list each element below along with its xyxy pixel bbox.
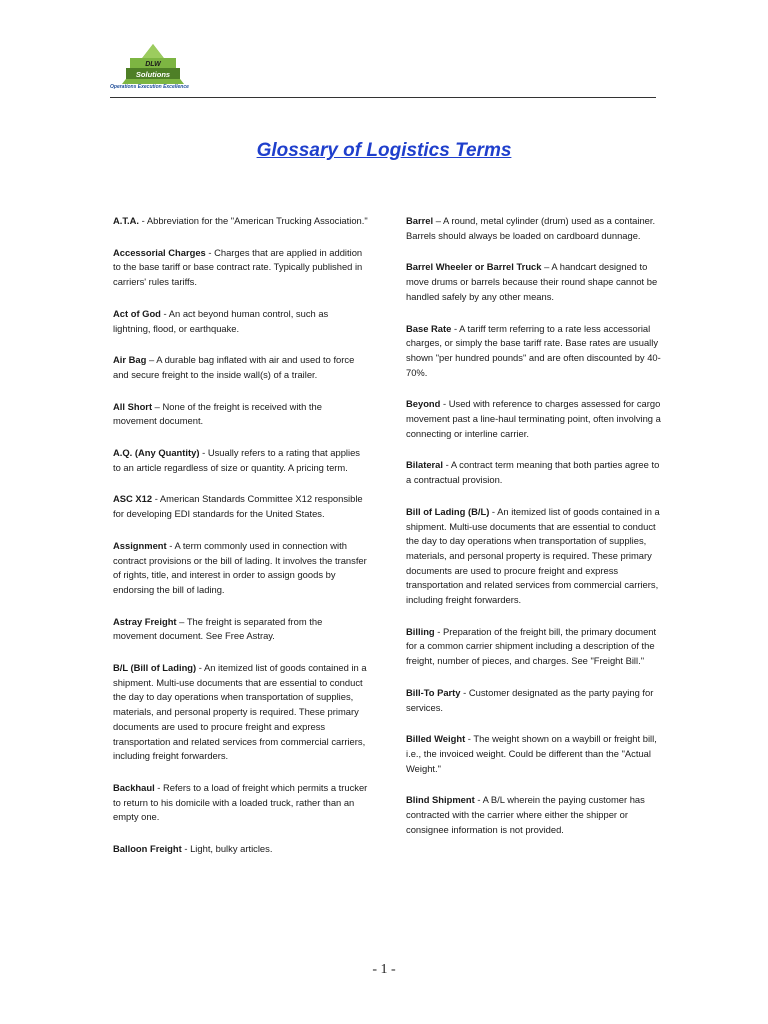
glossary-term: Base Rate bbox=[406, 322, 452, 334]
glossary-entry bbox=[113, 539, 368, 598]
glossary-entry bbox=[113, 842, 368, 857]
glossary-definition: A contract term meaning that both parties agree to a contractual provision. bbox=[406, 459, 660, 486]
glossary-left-column bbox=[113, 214, 368, 874]
glossary-term: ASC X12 bbox=[113, 493, 153, 505]
glossary-entry bbox=[113, 661, 368, 764]
glossary-entry bbox=[113, 615, 368, 644]
glossary-definition: A B/L wherein the paying customer has contracted with the carrier where either the shipper or consignee information is not provided. bbox=[406, 794, 645, 835]
term-separator: - bbox=[166, 539, 175, 551]
glossary-entry bbox=[113, 214, 368, 229]
term-separator: - bbox=[196, 662, 204, 674]
glossary-definition: The freight is separated from the movement document. See Free Astray. bbox=[113, 615, 323, 642]
glossary-entry bbox=[406, 625, 661, 669]
glossary-term: Balloon Freight bbox=[113, 843, 182, 855]
glossary-term: Air Bag bbox=[113, 354, 147, 366]
glossary-definition: Refers to a load of freight which permits a trucker to return to his domicile with a loaded truck, rather than an empty one. bbox=[113, 781, 368, 823]
glossary-definition: Abbreviation for the "American Trucking Association." bbox=[146, 215, 368, 226]
term-separator: – bbox=[152, 400, 163, 412]
glossary-entry bbox=[113, 307, 368, 336]
term-separator: - bbox=[434, 625, 443, 637]
glossary-entry bbox=[406, 686, 661, 715]
term-separator: - bbox=[181, 843, 191, 855]
term-separator: – bbox=[433, 215, 444, 226]
term-separator: - bbox=[152, 493, 160, 505]
glossary-entry bbox=[406, 260, 661, 304]
glossary-definition: A durable bag inflated with air and used to force and secure freight to the inside wall(s) of a trailer. bbox=[113, 354, 355, 380]
glossary-definition: Used with reference to charges assessed for cargo movement past a line-haul terminating point, often involving a connecting or interline carrier. bbox=[406, 398, 661, 439]
glossary-entry bbox=[406, 458, 661, 487]
glossary-definition: An itemized list of goods contained in a shipment. Multi-use documents that are essential to conduct the day to day operations when transportation of supplies, materials, and personal property is required. These primary documents are used to procure freight and express transportation and related services from commercial carriers, including freight forwarders. bbox=[406, 505, 660, 606]
glossary-term: Blind Shipment bbox=[406, 794, 475, 806]
glossary-term: Beyond bbox=[406, 398, 441, 410]
term-separator: - bbox=[154, 781, 164, 793]
glossary-definition: Customer designated as the party paying for services. bbox=[406, 686, 654, 713]
term-separator: - bbox=[465, 733, 474, 745]
glossary-definition: A tariff term referring to a rate less accessorial charges, or simply the base tariff rate. Base rates are usually shown "per hundred pounds" and are often discounted by 40-70%. bbox=[406, 322, 661, 378]
glossary-definition: Charges that are applied in addition to the base tariff or base contract rate. Typically published in carriers' rules tariffs. bbox=[113, 246, 363, 288]
glossary-entry bbox=[113, 353, 368, 382]
glossary-entry bbox=[113, 781, 368, 825]
glossary-term: Astray Freight bbox=[113, 615, 177, 627]
glossary-term: A.T.A. bbox=[113, 215, 140, 226]
glossary-definition: Light, bulky articles. bbox=[190, 843, 273, 855]
page-number: - 1 - bbox=[372, 962, 396, 977]
glossary-term: Barrel Wheeler or Barrel Truck bbox=[406, 261, 542, 273]
logo-line1: DLW bbox=[145, 61, 161, 68]
glossary-definition: An act beyond human control, such as lightning, flood, or earthquake. bbox=[113, 307, 329, 334]
glossary-term: Bilateral bbox=[406, 459, 443, 471]
logo-tagline: Operations Execution Excellence bbox=[110, 84, 189, 90]
term-separator: - bbox=[489, 505, 498, 517]
glossary-term: Backhaul bbox=[113, 781, 155, 793]
glossary-definition: None of the freight is received with the movement document. bbox=[113, 400, 322, 427]
glossary-term: Bill-To Party bbox=[406, 686, 461, 698]
glossary-term: Billing bbox=[406, 625, 435, 637]
term-separator: - bbox=[474, 794, 483, 806]
glossary-term: Assignment bbox=[113, 539, 167, 551]
glossary-definition: A term commonly used in connection with contract provisions or the bill of lading. It involves the transfer of rights, title, and interest in order to assign goods by endorsing the bill of lading. bbox=[113, 539, 367, 595]
term-separator: - bbox=[205, 246, 215, 258]
glossary-definition: A handcart designed to move drums or barrels because their round shape cannot be handled safely by any other means. bbox=[406, 261, 658, 302]
term-separator: - bbox=[451, 322, 460, 334]
term-separator: - bbox=[440, 398, 449, 410]
term-separator: - bbox=[443, 459, 451, 471]
glossary-term: B/L (Bill of Lading) bbox=[113, 662, 197, 674]
glossary-term: Act of God bbox=[113, 307, 161, 319]
glossary-term: Accessorial Charges bbox=[113, 246, 206, 258]
term-separator: – bbox=[541, 261, 552, 273]
glossary-entry bbox=[113, 246, 368, 290]
term-separator: – bbox=[176, 615, 187, 627]
glossary-definition: An itemized list of goods contained in a shipment. Multi-use documents that are essential to conduct the day to day operations when transportation of supplies, materials, and personal property is required. These primary documents are used to procure freight and express transportation and related services from commercial carriers, including freight forwarders. bbox=[113, 662, 367, 762]
glossary-entry bbox=[406, 322, 661, 381]
glossary-entry bbox=[113, 446, 368, 475]
glossary-definition: A round, metal cylinder (drum) used as a container. Barrels should always be loaded on cardboard dunnage. bbox=[406, 215, 656, 241]
glossary-term: A.Q. (Any Quantity) bbox=[113, 447, 200, 459]
glossary-term: Billed Weight bbox=[406, 733, 466, 745]
glossary-definition: American Standards Committee X12 responsible for developing EDI standards for the United States. bbox=[113, 493, 363, 520]
glossary-entry bbox=[406, 214, 661, 243]
glossary-entry bbox=[406, 793, 661, 837]
glossary-definition: Preparation of the freight bill, the primary document for a common carrier shipment including a description of the freight, number of pieces, and charges. See "Freight Bill." bbox=[406, 625, 657, 667]
glossary-definition: Usually refers to a rating that applies to an article regardless of size or quantity. A pricing term. bbox=[113, 447, 360, 473]
glossary-entry bbox=[406, 397, 661, 441]
glossary-term: All Short bbox=[113, 400, 153, 412]
glossary-entry bbox=[406, 505, 661, 608]
term-separator: - bbox=[460, 686, 469, 698]
page-title: Glossary of Logistics Terms bbox=[256, 140, 512, 161]
header-divider bbox=[110, 97, 656, 98]
glossary-entry bbox=[113, 400, 368, 429]
term-separator: – bbox=[146, 354, 157, 366]
term-separator: - bbox=[139, 215, 147, 226]
glossary-right-column bbox=[406, 214, 661, 855]
glossary-entry bbox=[406, 732, 661, 776]
logo-line2: Solutions bbox=[135, 70, 171, 79]
glossary-term: Barrel bbox=[406, 215, 434, 226]
term-separator: - bbox=[160, 307, 169, 319]
glossary-definition: The weight shown on a waybill or freight bill, i.e., the invoiced weight. Could be different than the "Actual Weight." bbox=[406, 733, 657, 774]
glossary-term: Bill of Lading (B/L) bbox=[406, 505, 490, 517]
glossary-entry bbox=[113, 492, 368, 521]
term-separator: - bbox=[199, 447, 208, 459]
